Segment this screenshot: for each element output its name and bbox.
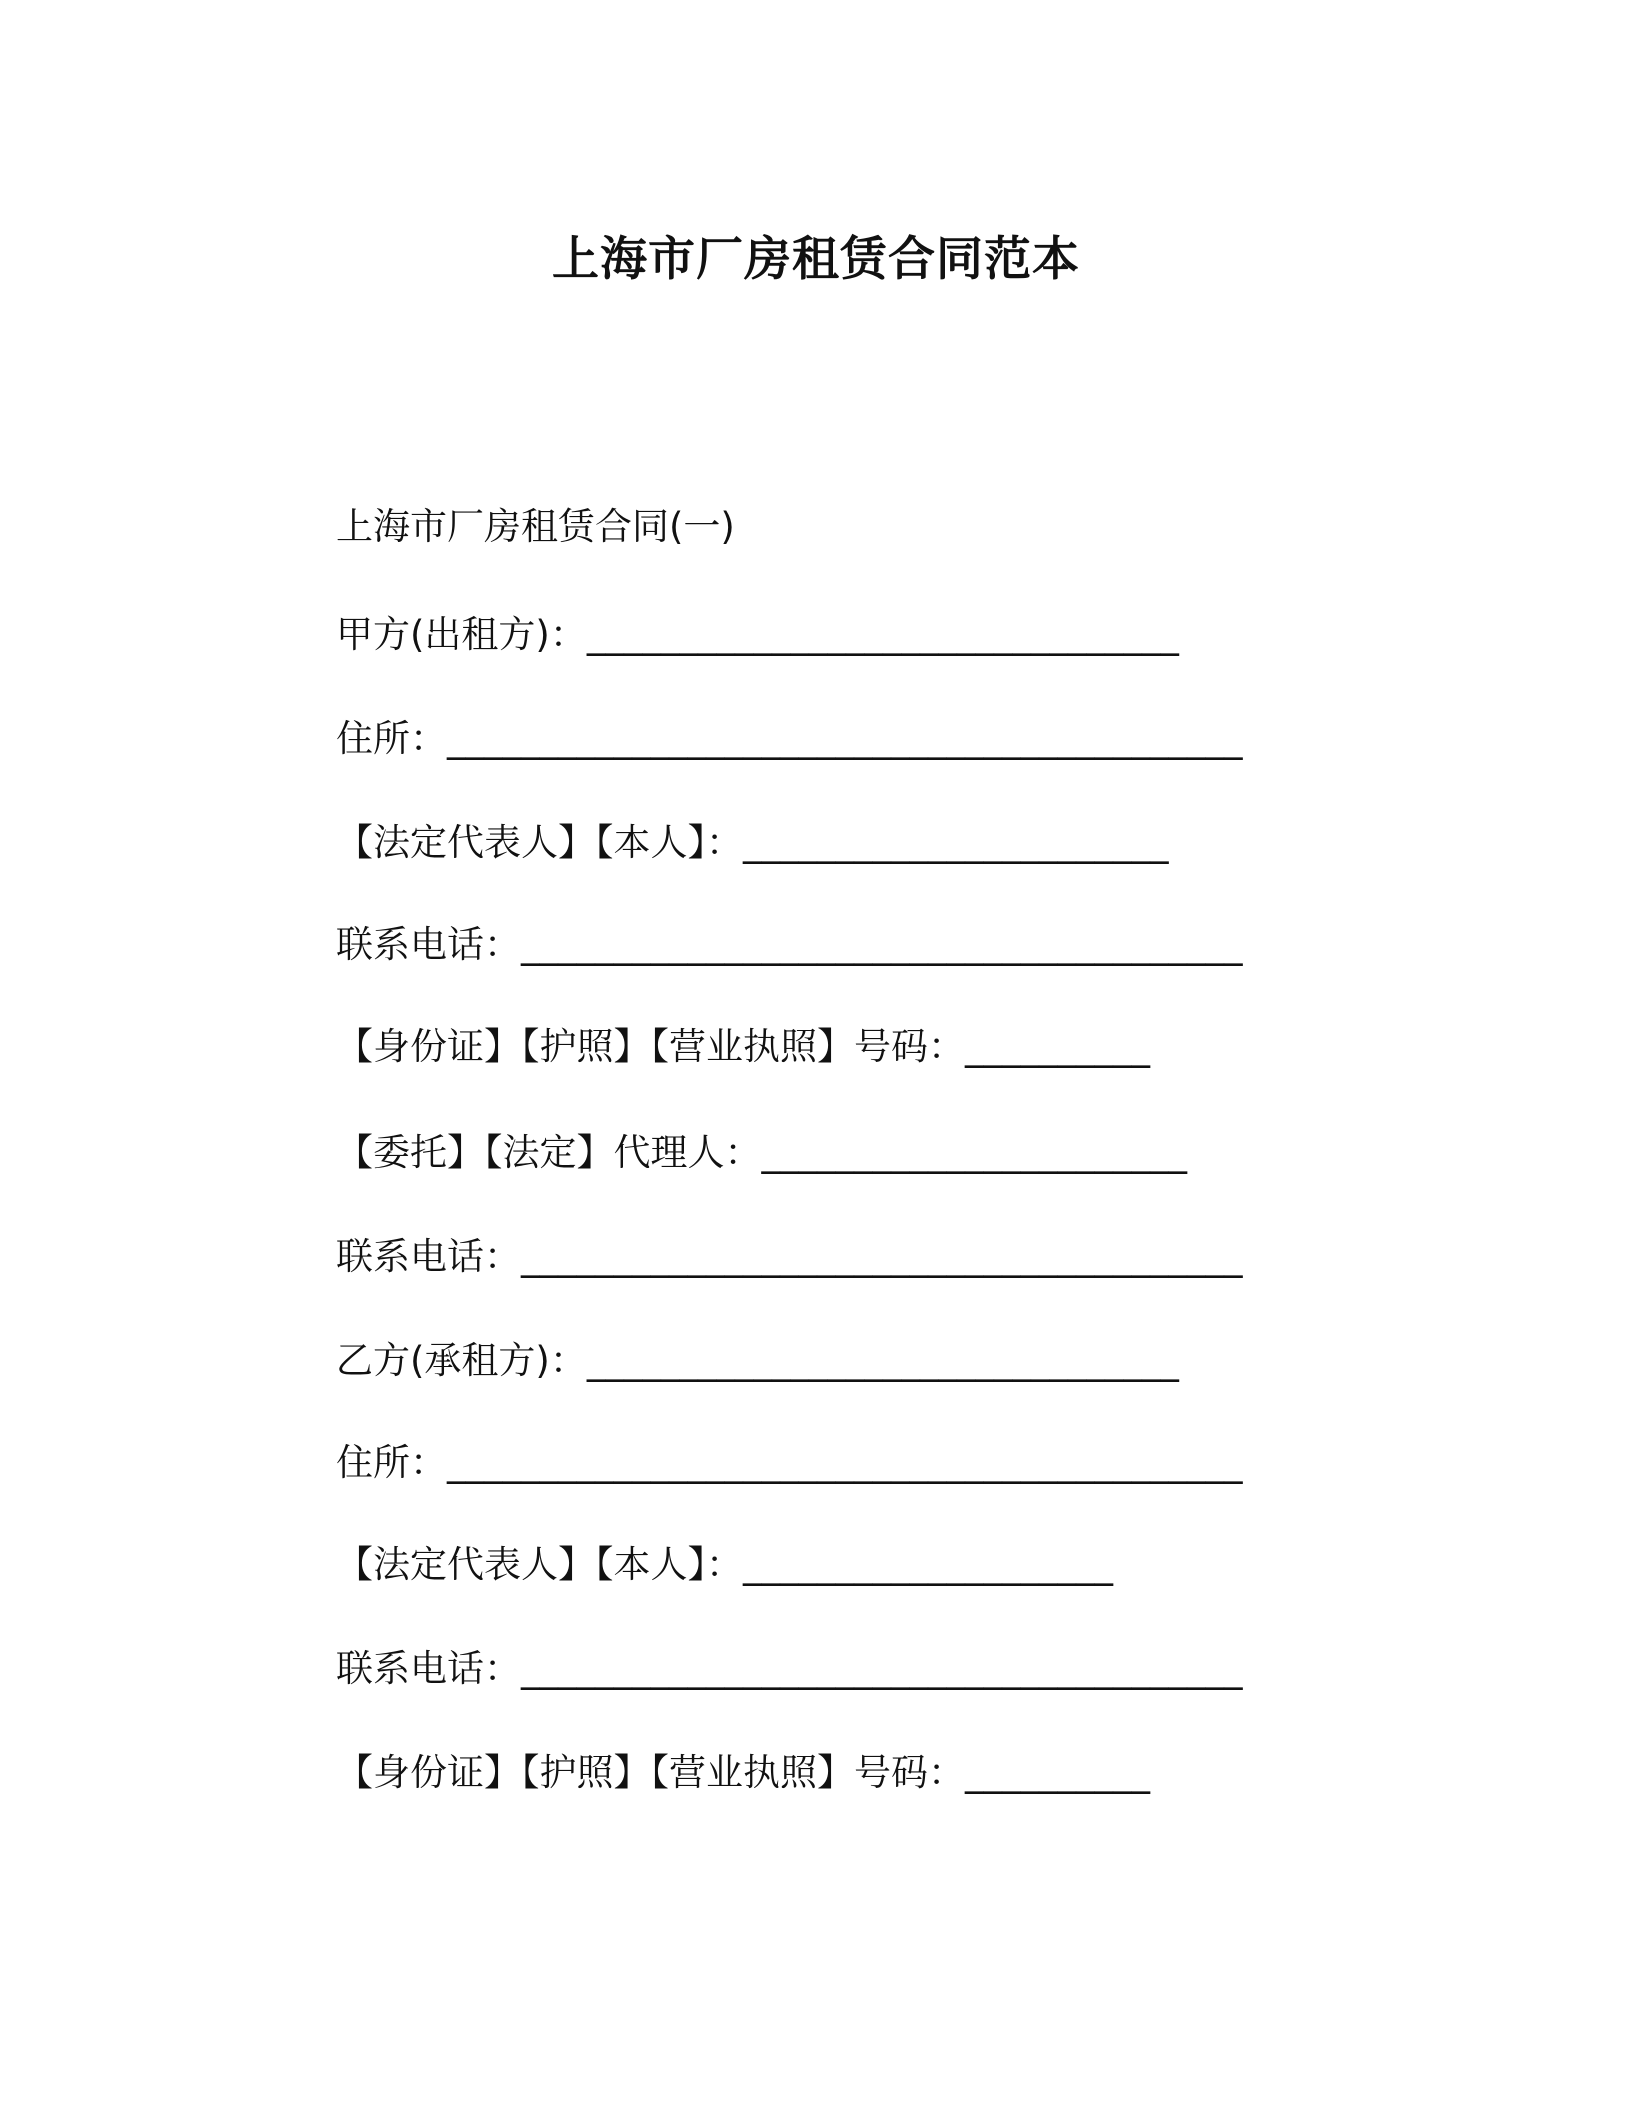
party-b-phone-field — [336, 1638, 1243, 1692]
party-a-phone-field — [336, 914, 1243, 968]
field-label: 【委托】【法定】代理人： — [336, 1131, 762, 1174]
field-label: 住所： — [336, 1441, 447, 1484]
party-b-representative-field — [336, 1534, 1113, 1588]
fill-in-blank: ___________________________________________ — [447, 1441, 1243, 1484]
contract-subtitle: 上海市厂房租赁合同(一) — [336, 505, 735, 548]
party-a-agent-field — [336, 1122, 1187, 1176]
field-label: 联系电话： — [336, 923, 521, 966]
fill-in-blank: _______________________________________ — [521, 1235, 1243, 1278]
fill-in-blank: __________ — [965, 1025, 1150, 1068]
party-a-agent-phone-field — [336, 1226, 1243, 1280]
fill-in-blank: _______________________ — [743, 821, 1169, 864]
party-b-id-number-field — [336, 1742, 1150, 1796]
fill-in-blank: _______________________________________ — [521, 923, 1243, 966]
field-label: 住所： — [336, 717, 447, 760]
fill-in-blank: _______________________ — [761, 1131, 1187, 1174]
field-label: 乙方(承租方)： — [336, 1339, 587, 1382]
fill-in-blank: _______________________________________ — [521, 1647, 1243, 1690]
field-label: 【身份证】【护照】【营业执照】号码： — [336, 1751, 965, 1794]
party-b-address-field — [336, 1432, 1243, 1486]
party-a-id-number-field — [336, 1016, 1150, 1070]
fill-in-blank: ________________________________ — [586, 1339, 1179, 1382]
field-label: 【身份证】【护照】【营业执照】号码： — [336, 1025, 965, 1068]
field-label: 【法定代表人】【本人】： — [336, 1543, 743, 1586]
field-label: 甲方(出租方)： — [336, 613, 587, 656]
fill-in-blank: ________________________________ — [586, 613, 1179, 656]
field-label: 【法定代表人】【本人】： — [336, 821, 743, 864]
fill-in-blank: ____________________ — [743, 1543, 1113, 1586]
party-a-name-field — [336, 604, 1179, 658]
fill-in-blank: __________ — [965, 1751, 1150, 1794]
party-a-address-field — [336, 708, 1243, 762]
document-title: 上海市厂房租赁合同范本 — [552, 232, 1080, 287]
party-a-representative-field — [336, 812, 1169, 866]
field-label: 联系电话： — [336, 1647, 521, 1690]
party-b-name-field — [336, 1330, 1179, 1384]
fill-in-blank: ___________________________________________ — [447, 717, 1243, 760]
field-label: 联系电话： — [336, 1235, 521, 1278]
